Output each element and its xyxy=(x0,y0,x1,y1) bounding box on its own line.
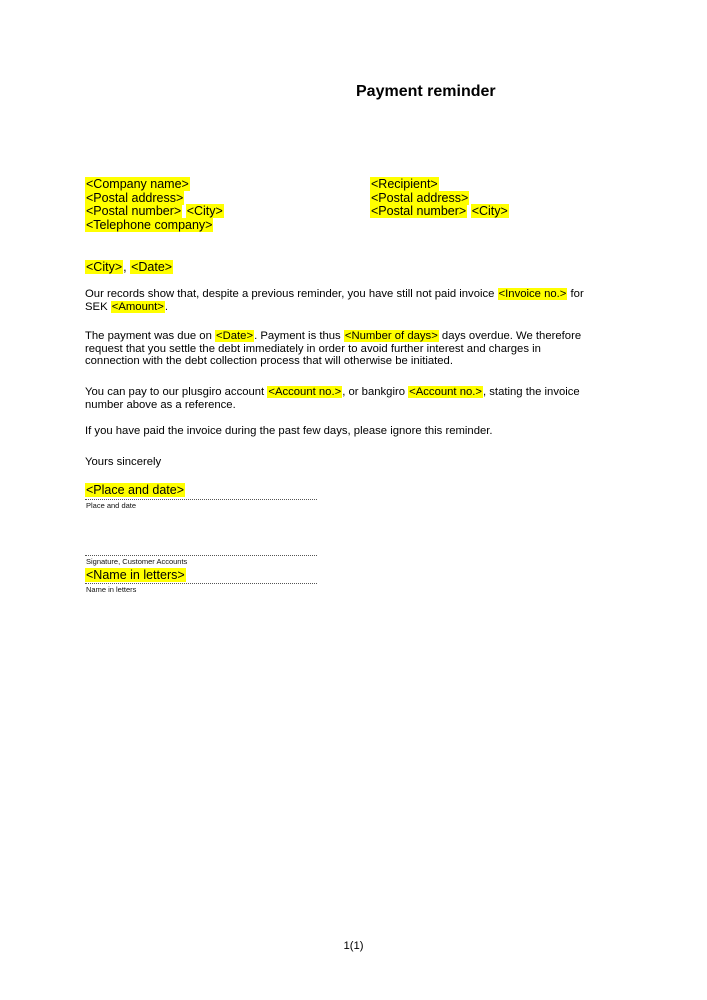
body-paragraph-4 xyxy=(85,425,695,438)
text-run: The payment was due on xyxy=(85,330,215,342)
text-run: days overdue. We therefore xyxy=(438,330,582,342)
highlighted-placeholder: <Account no.> xyxy=(409,386,482,398)
highlighted-placeholder: <City> xyxy=(471,204,508,219)
highlighted-placeholder: <Postal number> xyxy=(86,204,182,219)
highlighted-placeholder: <Date> xyxy=(131,260,173,274)
address-line xyxy=(85,205,224,219)
name-placeholder xyxy=(85,568,186,582)
text-run: SEK xyxy=(85,300,111,313)
name-rule xyxy=(85,583,317,584)
address-line xyxy=(85,192,224,206)
body-paragraph-1 xyxy=(85,288,695,313)
address-line xyxy=(85,178,224,192)
text-run: . Payment is thus xyxy=(254,330,344,342)
address-line xyxy=(370,192,509,206)
highlighted-placeholder: <Number of days> xyxy=(344,330,438,342)
address-line xyxy=(370,205,509,219)
highlighted-placeholder: <Telephone company> xyxy=(86,218,213,233)
text-run: , or bankgiro xyxy=(342,386,409,398)
place-and-date-rule xyxy=(85,499,317,500)
address-line xyxy=(85,219,224,233)
highlighted-placeholder: <Amount> xyxy=(111,300,164,313)
signature-caption: Signature, Customer Accounts xyxy=(86,557,188,566)
signature-rule xyxy=(85,555,317,556)
text-run: , stating the invoice xyxy=(483,386,580,398)
place-and-date-placeholder xyxy=(85,483,185,497)
page-number: 1(1) xyxy=(343,940,364,952)
text-run: If you have paid the invoice during the past few days, please ignore this reminder. xyxy=(85,425,493,437)
place-and-date-caption: Place and date xyxy=(86,501,137,510)
highlighted-placeholder: <Invoice no.> xyxy=(498,288,567,300)
highlighted-placeholder: <Name in letters> xyxy=(86,568,185,582)
sender-address-block xyxy=(85,178,224,233)
highlighted-placeholder: <Account no.> xyxy=(268,386,342,398)
address-line xyxy=(370,178,509,192)
text-run: , xyxy=(123,260,131,274)
text-run: Our records show that, despite a previous reminder, you have still not paid invoice xyxy=(85,288,498,300)
highlighted-placeholder: <City> xyxy=(186,204,223,219)
highlighted-placeholder: <Place and date> xyxy=(86,483,184,497)
highlighted-placeholder: <Postal address> xyxy=(371,190,469,205)
recipient-address-block xyxy=(370,178,509,219)
highlighted-placeholder: <Postal number> xyxy=(371,204,467,219)
page-title: Payment reminder xyxy=(356,83,496,100)
body-paragraph-2 xyxy=(85,330,695,368)
text-run: You can pay to our plusgiro account xyxy=(85,386,268,398)
closing-line: Yours sincerely xyxy=(85,456,162,468)
text-run: connection with the debt collection process that will otherwise be initiated. xyxy=(85,355,453,368)
highlighted-placeholder: <Recipient> xyxy=(371,177,438,191)
name-caption: Name in letters xyxy=(86,585,137,594)
text-run: number above as a reference. xyxy=(85,398,236,411)
highlighted-placeholder: <Date> xyxy=(216,330,254,342)
text-run: . xyxy=(164,300,169,313)
text-run: for xyxy=(567,288,584,300)
city-date-line xyxy=(85,260,173,274)
highlighted-placeholder: <City> xyxy=(86,260,123,274)
highlighted-placeholder: <Postal address> xyxy=(86,190,184,205)
body-paragraph-3 xyxy=(85,386,695,411)
highlighted-placeholder: <Company name> xyxy=(86,177,189,191)
text-run: request that you settle the debt immediately in order to avoid further interest and charges in xyxy=(85,342,541,355)
